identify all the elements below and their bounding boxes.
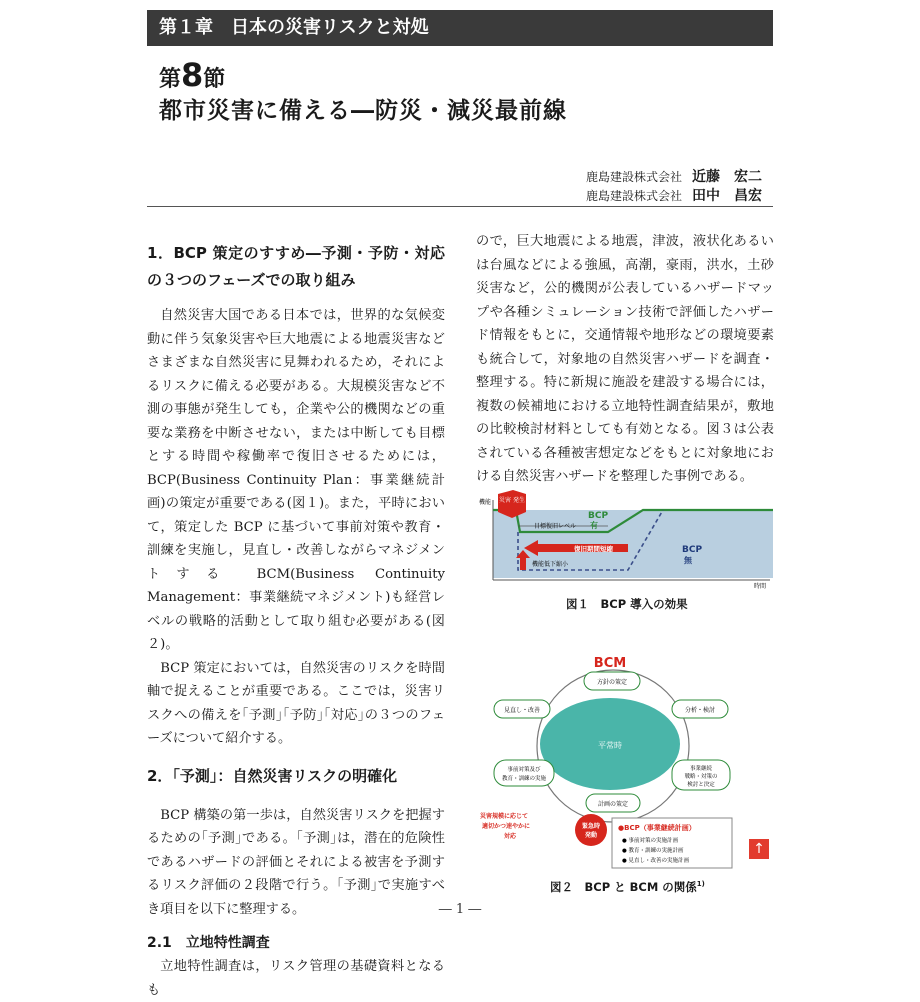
bcp-with-label: BCP [588, 511, 609, 521]
emergency-badge [575, 814, 607, 846]
author-2: 鹿島建設株式会社 田中 昌宏 [585, 188, 762, 204]
paragraph: 自然災害大国である日本では，世界的な気候変動に伴う気象災害や巨大地震による地震災害などさまざまな自然災害に見舞われるため，それによるリスクに備える必要がある。大規模災害など不測の事態が発生しても，企業や公的機関などの重要な業務を中断させない，または中断しても目標とする時間や稼働率で復旧させるためには，BCP(Business Continuity Plan：事業継続計画)の策定が重要である(図１)。また，平時において，策定した BCP に基づいて事前対策や教育・訓練を実施し，見直し・改善しながらマネジメントする BCM(Business Continuity Management：事業継続マネジメント)も経営レベルの戦略的活動として取り組む必要がある(図２)。 [147, 308, 445, 652]
heading-2-1: 2.1 立地特性調査 [147, 935, 270, 951]
heading-2: 2．｢予測｣：自然災害リスクの明確化 [147, 766, 398, 785]
center-label: 平常時 [598, 741, 622, 750]
paragraph: BCP 策定においては，自然災害のリスクを時間軸で捉えることが重要である。ここでは，災害リスクへの備えを｢予測｣｢予防｣｢対応｣の３つのフェーズについて紹介する。 [147, 660, 445, 746]
target-level-label: 目標復旧レベル [534, 523, 577, 530]
author-1: 鹿島建設株式会社 近藤 宏二 [585, 169, 762, 185]
chapter-title: 第１章 日本の災害リスクと対処 [159, 17, 429, 38]
svg-text:方針の策定: 方針の策定 [596, 679, 628, 686]
node-training [494, 760, 554, 786]
svg-text:計画の策定: 計画の策定 [597, 801, 629, 808]
section-title: 都市災害に備える―防災・減災最前線 [159, 98, 567, 124]
svg-text:● 教育・訓練の実施計画: ● 教育・訓練の実施計画 [622, 848, 684, 854]
left-column [147, 240, 445, 1002]
svg-text:教育・訓練の実施: 教育・訓練の実施 [501, 776, 547, 782]
figure-2-bcp-bcm [478, 650, 778, 872]
paragraph: 立地特性調査は，リスク管理の基礎資料となるも [147, 959, 445, 998]
right-column [476, 230, 774, 489]
svg-text:事業継続: 事業継続 [689, 766, 713, 772]
up-arrow-icon[interactable]: ↑ [749, 839, 769, 859]
svg-text:● 事前対策の実施計画: ● 事前対策の実施計画 [622, 838, 679, 844]
svg-text:対応: 対応 [504, 833, 517, 840]
svg-text:発動: 発動 [584, 832, 598, 839]
paragraph: ので，巨大地震による地震，津波，液状化あるいは台風などによる強風，高潮，豪雨，洪水，土砂災害など，公的機関が公表しているハザードマップや各種シミュレーション技術で評価したハザード情報をもとに，交通情報や地形などの環境要素も統合して，対象地の自然災害ハザードを調査・整理する。特に新規に施設を建設する場合には，複数の候補地における立地特性調査結果が，敷地の比較検討材料としても有効となる。図３は公表されている各種被害想定などをもとに対象地における自然災害ハザードを整理した事例である。 [476, 234, 774, 484]
y-axis-label: 機能 [479, 499, 492, 506]
bcp-without-label: BCP [682, 545, 703, 555]
paragraph: BCP 構築の第一歩は，自然災害リスクを把握するための｢予測｣である。｢予測｣は，潜在的危険性であるハザードの評価とそれによる被害を予測するリスク評価の２段階で行う。｢予測｣で実施すべき項目を以下に整理する。 [147, 807, 445, 917]
side-note: 災害規模に応じて [480, 813, 529, 820]
svg-text:適切かつ速やかに: 適切かつ速やかに [482, 823, 531, 830]
shorten-label: 復旧期間短縮 [574, 545, 613, 553]
x-axis-label: 時間 [754, 583, 767, 590]
disaster-burst-icon [498, 490, 526, 518]
header-rule [147, 206, 773, 207]
svg-text:緊急時: 緊急時 [581, 823, 601, 830]
bcp-with-label-2: 有 [590, 521, 598, 530]
section-number: 第8節 [159, 56, 226, 94]
bcp-without-label-2: 無 [684, 556, 692, 565]
disaster-label: 災害 発生 [499, 497, 525, 504]
heading-1: 1．BCP 策定のすすめ―予測・予防・対応の３つのフェーズでの取り組み [147, 244, 445, 289]
figure-1-bcp-effect [478, 488, 778, 592]
svg-text:検討と決定: 検討と決定 [687, 782, 715, 788]
svg-text:● 見直し・改善の実施計画: ● 見直し・改善の実施計画 [622, 858, 690, 864]
svg-text:事前対策及び: 事前対策及び [507, 767, 541, 773]
reduce-label: 機能低下縮小 [532, 561, 569, 568]
page-number: ― 1 ― [438, 902, 482, 917]
svg-text:分析・検討: 分析・検討 [684, 707, 716, 714]
figure-1-caption: 図１ BCP 導入の効果 [566, 597, 688, 611]
figure-2-caption: 図２ BCP と BCM の関係$^{1)}$ [550, 880, 705, 894]
svg-text:戦略・対策の: 戦略・対策の [684, 774, 718, 780]
chapter-bar [147, 10, 773, 46]
svg-text:見直し・改善: 見直し・改善 [503, 707, 541, 714]
bcm-title: BCM [593, 656, 627, 671]
svg-text:●BCP（事業継続計画）: ●BCP（事業継続計画） [618, 824, 696, 832]
